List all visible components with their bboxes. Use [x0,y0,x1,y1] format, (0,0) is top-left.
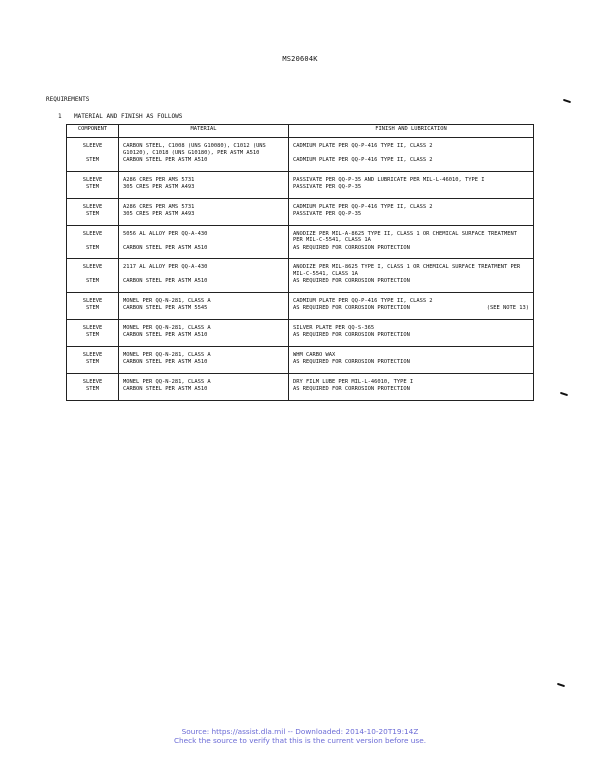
component-cell: SLEEVE [67,138,119,157]
margin-mark [557,683,565,687]
finish-cell: SILVER PLATE PER QQ-S-365 [289,319,534,331]
table-row [67,183,534,198]
component-cell: STEM [67,385,119,400]
table-row [67,210,534,225]
finish-cell: AS REQUIRED FOR CORROSION PROTECTION [289,331,534,346]
item-text: MATERIAL AND FINISH AS FOLLOWS [74,113,183,120]
finish-cell: AS REQUIRED FOR CORROSION PROTECTION [289,244,534,259]
material-cell: CARBON STEEL PER ASTM A510 [119,331,289,346]
component-cell: STEM [67,331,119,346]
component-cell: SLEEVE [67,346,119,358]
material-cell: MONEL PER QQ-N-281, CLASS A [119,319,289,331]
finish-cell: ANODIZE PER MIL-A-8625 TYPE II, CLASS 1 OR CHEMICAL SURFACE TREATMENT PER MIL-C-5541, CLASS 1A [289,225,534,244]
component-cell: STEM [67,244,119,259]
finish-cell: DRY FILM LUBE PER MIL-L-46010, TYPE I [289,373,534,385]
component-cell: STEM [67,210,119,225]
component-cell: SLEEVE [67,198,119,210]
component-cell: STEM [67,156,119,171]
material-cell: MONEL PER QQ-N-281, CLASS A [119,292,289,304]
finish-cell: AS REQUIRED FOR CORROSION PROTECTION [289,358,534,373]
table-row [67,346,534,358]
component-cell: STEM [67,358,119,373]
table-row [67,225,534,244]
table-row [67,304,534,319]
component-cell: STEM [67,277,119,292]
component-cell: SLEEVE [67,373,119,385]
finish-cell: AS REQUIRED FOR CORROSION PROTECTION [289,277,534,292]
material-cell: A286 CRES PER AMS 5731 [119,171,289,183]
requirement-item [58,113,182,120]
table-row [67,156,534,171]
table-row [67,319,534,331]
table-body [67,138,534,401]
table-row [67,259,534,278]
column-header: COMPONENT [67,125,119,138]
component-cell: SLEEVE [67,319,119,331]
material-cell: A286 CRES PER AMS 5731 [119,198,289,210]
table-row [67,358,534,373]
finish-cell: CADMIUM PLATE PER QQ-P-416 TYPE II, CLASS 2 [289,156,534,171]
margin-mark [560,392,568,396]
item-number: 1 [58,113,62,120]
material-finish-table [66,124,534,401]
finish-cell: ANODIZE PER MIL-8625 TYPE I, CLASS 1 OR CHEMICAL SURFACE TREATMENT PER MIL-C-5541, CLASS 1A [289,259,534,278]
material-cell: CARBON STEEL PER ASTM A510 [119,244,289,259]
component-cell: STEM [67,304,119,319]
table-row [67,277,534,292]
column-header: FINISH AND LUBRICATION [289,125,534,138]
material-cell: CARBON STEEL PER ASTM A510 [119,385,289,400]
material-cell: MONEL PER QQ-N-281, CLASS A [119,346,289,358]
component-cell: SLEEVE [67,225,119,244]
material-cell: 305 CRES PER ASTM A493 [119,210,289,225]
material-cell: CARBON STEEL PER ASTM A510 [119,156,289,171]
section-title: REQUIREMENTS [46,96,90,103]
component-cell: STEM [67,183,119,198]
component-cell: SLEEVE [67,259,119,278]
material-cell: CARBON STEEL PER ASTM A510 [119,358,289,373]
table-row [67,292,534,304]
table-row [67,244,534,259]
table-row [67,331,534,346]
finish-cell: WHM CARBO WAX [289,346,534,358]
footer-source-line: Source: https://assist.dla.mil -- Downloaded: 2014-10-20T19:14Z [181,727,419,736]
table-header-row [67,125,534,138]
material-cell: 2117 AL ALLOY PER QQ-A-430 [119,259,289,278]
finish-note: (SEE NOTE 13) [486,305,529,311]
table-row [67,198,534,210]
component-cell: SLEEVE [67,171,119,183]
material-cell: 5056 AL ALLOY PER QQ-A-430 [119,225,289,244]
finish-cell: CADMIUM PLATE PER QQ-P-416 TYPE II, CLASS 2 [289,292,534,304]
material-cell: CARBON STEEL PER ASTM A510 [119,277,289,292]
finish-cell: PASSIVATE PER QQ-P-35 [289,183,534,198]
footer-check-line: Check the source to verify that this is the current version before use. [173,736,427,745]
margin-mark [563,99,571,103]
column-header: MATERIAL [119,125,289,138]
material-cell: 305 CRES PER ASTM A493 [119,183,289,198]
table-row [67,138,534,157]
finish-cell: PASSIVATE PER QQ-P-35 AND LUBRICATE PER MIL-L-46010, TYPE I [289,171,534,183]
document-id: MS20604K [282,55,318,63]
material-cell: MONEL PER QQ-N-281, CLASS A [119,373,289,385]
source-footer [0,727,600,745]
finish-cell: PASSIVATE PER QQ-P-35 [289,210,534,225]
finish-text: AS REQUIRED FOR CORROSION PROTECTION [293,305,410,311]
material-cell: CARBON STEEL PER ASTM 5545 [119,304,289,319]
material-cell: CARBON STEEL, C1008 (UNS G10080), C1012 (UNS G10120), C1018 (UNS G10180), PER ASTM A510 [119,138,289,157]
table-row [67,171,534,183]
finish-cell [289,304,534,319]
table-row [67,373,534,385]
finish-cell: CADMIUM PLATE PER QQ-P-416 TYPE II, CLASS 2 [289,198,534,210]
finish-cell: AS REQUIRED FOR CORROSION PROTECTION [289,385,534,400]
table-row [67,385,534,400]
component-cell: SLEEVE [67,292,119,304]
finish-cell: CADMIUM PLATE PER QQ-P-416 TYPE II, CLASS 2 [289,138,534,157]
